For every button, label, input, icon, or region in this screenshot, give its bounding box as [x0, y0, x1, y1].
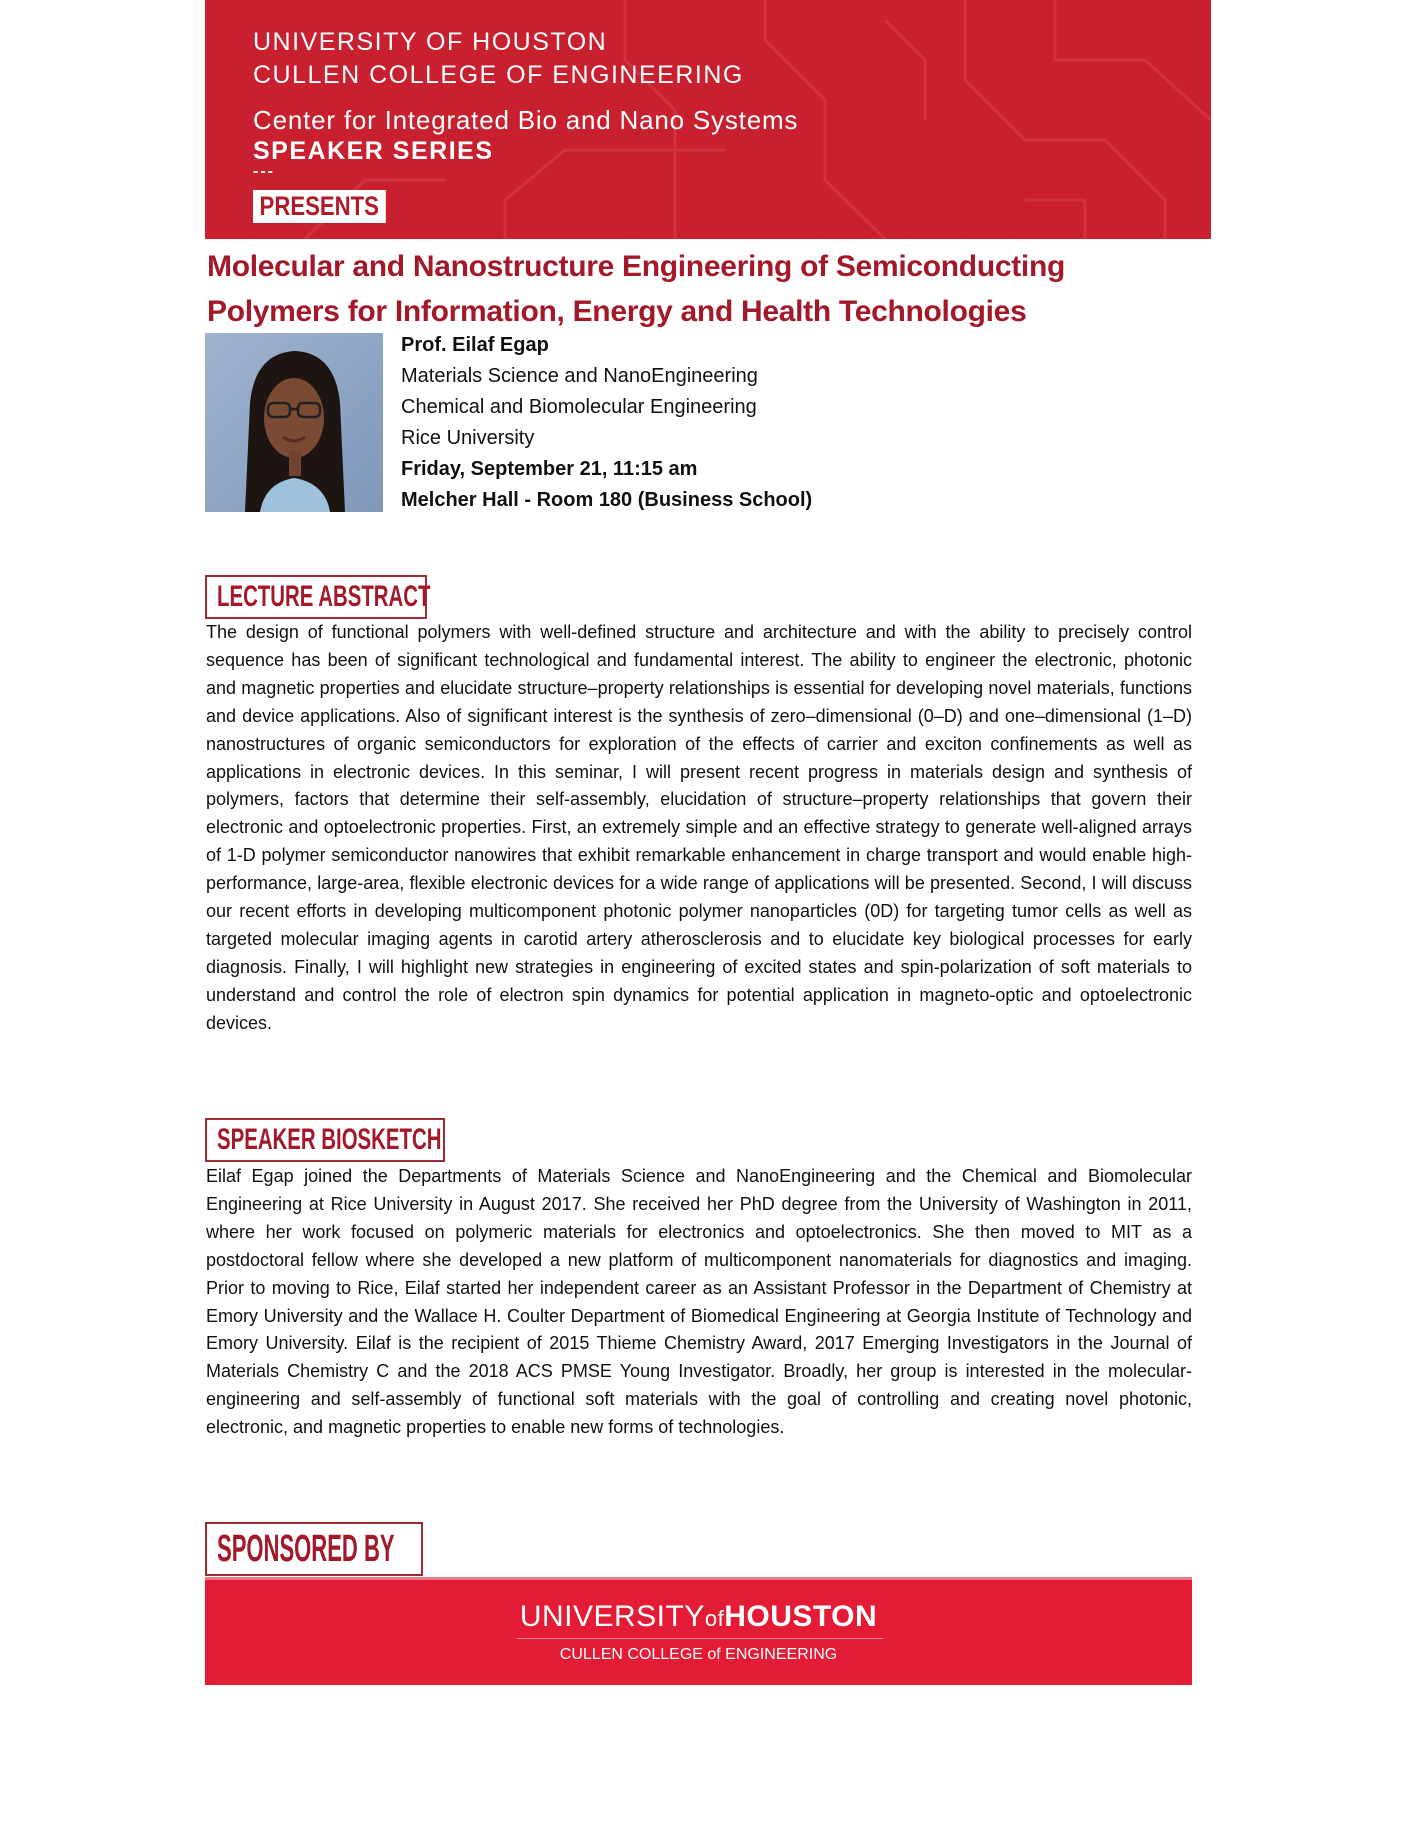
- university-name: UNIVERSITY OF HOUSTON: [253, 28, 608, 56]
- event-location: Melcher Hall - Room 180 (Business School): [401, 489, 813, 511]
- talk-title: [207, 244, 1065, 334]
- logo-divider: [517, 1638, 883, 1639]
- speaker-dept1: Materials Science and NanoEngineering: [401, 365, 758, 387]
- sponsored-heading: SPONSORED BY: [205, 1522, 423, 1576]
- college-name: CULLEN COLLEGE OF ENGINEERING: [253, 61, 744, 89]
- abstract-text: The design of functional polymers with well-defined structure and architecture and with the ability to precisely control sequence has been of significant technological and fundamental interest. The ability to engineer the electronic, photonic and magnetic properties and elucidate structure–property relationships is essential for developing novel materials, functions and device applications. Also of significant interest is the synthesis of zero–dimensional (0–D) and one–dimensional (1–D) nanostructures of organic semiconductors for exploration of the effects of carrier and exciton confinements as well as applications in electronic devices. In this seminar, I will present recent progress in materials design and synthesis of polymers, factors that determine their self-assembly, elucidation of structure–property relationships that govern their electronic and optoelectronic properties. First, an extremely simple and an effective strategy to generate well-aligned arrays of 1-D polymer semiconductor nanowires that exhibit remarkable enhancement in charge transport and would enable high-performance, large-area, flexible electronic devices for a wide range of applications will be presented. Second, I will discuss our recent efforts in developing multicomponent photonic polymer nanoparticles (0D) for targeting tumor cells as well as targeted molecular imaging agents in carotid artery atherosclerosis and to elucidate key biological processes for early diagnosis. Finally, I will highlight new strategies in engineering of excited states and spin-polarization of soft materials to understand and control the role of electron spin dynamics for potential application in magneto-optic and optoelectronic devices.: [206, 622, 1192, 1033]
- separator: ---: [253, 163, 275, 180]
- presents-label: PRESENTS: [253, 190, 385, 223]
- event-datetime: Friday, September 21, 11:15 am: [401, 458, 698, 480]
- center-name: Center for Integrated Bio and Nano Systems: [253, 105, 799, 135]
- sponsor-logo-banner: [205, 1577, 1192, 1685]
- biosketch-text: Eilaf Egap joined the Departments of Materials Science and NanoEngineering and the Chemical and Biomolecular Engineering at Rice University in August 2017. She received her PhD degree from the University of Washington in 2011, where her work focused on polymeric materials for electronics and optoelectronics. She then moved to MIT as a postdoctoral fellow where she developed a new platform of multicomponent nanomaterials for diagnostics and imaging. Prior to moving to Rice, Eilaf started her independent career as an Assistant Professor in the Department of Chemistry at Emory University and the Wallace H. Coulter Department of Biomedical Engineering at Georgia Institute of Technology and Emory University. Eilaf is the recipient of 2015 Thieme Chemistry Award, 2017 Emerging Investigators in the Journal of Materials Chemistry C and the 2018 ACS PMSE Young Investigator. Broadly, her group is interested in the molecular-engineering and self-assembly of functional soft materials with the goal of controlling and creating novel photonic, electronic, and magnetic properties to enable new forms of technologies.: [206, 1166, 1192, 1438]
- speaker-dept2: Chemical and Biomolecular Engineering: [401, 396, 757, 418]
- biosketch-heading: SPEAKER BIOSKETCH: [205, 1118, 445, 1162]
- uh-logo: UNIVERSITYofHOUSTON: [519, 1600, 878, 1633]
- header-banner: [205, 0, 1211, 239]
- speaker-photo: [205, 333, 383, 512]
- uh-logo-college: CULLEN COLLEGE of ENGINEERING: [559, 1646, 838, 1663]
- abstract-heading: LECTURE ABSTRACT: [205, 575, 427, 619]
- speaker-info: [401, 330, 812, 516]
- series-name: SPEAKER SERIES: [253, 137, 494, 165]
- talk-title-line2: Polymers for Information, Energy and Health Technologies: [207, 295, 1027, 328]
- speaker-name: Prof. Eilaf Egap: [401, 334, 549, 356]
- talk-title-line1: Molecular and Nanostructure Engineering of Semiconducting: [207, 250, 1065, 283]
- speaker-institution: Rice University: [401, 427, 535, 449]
